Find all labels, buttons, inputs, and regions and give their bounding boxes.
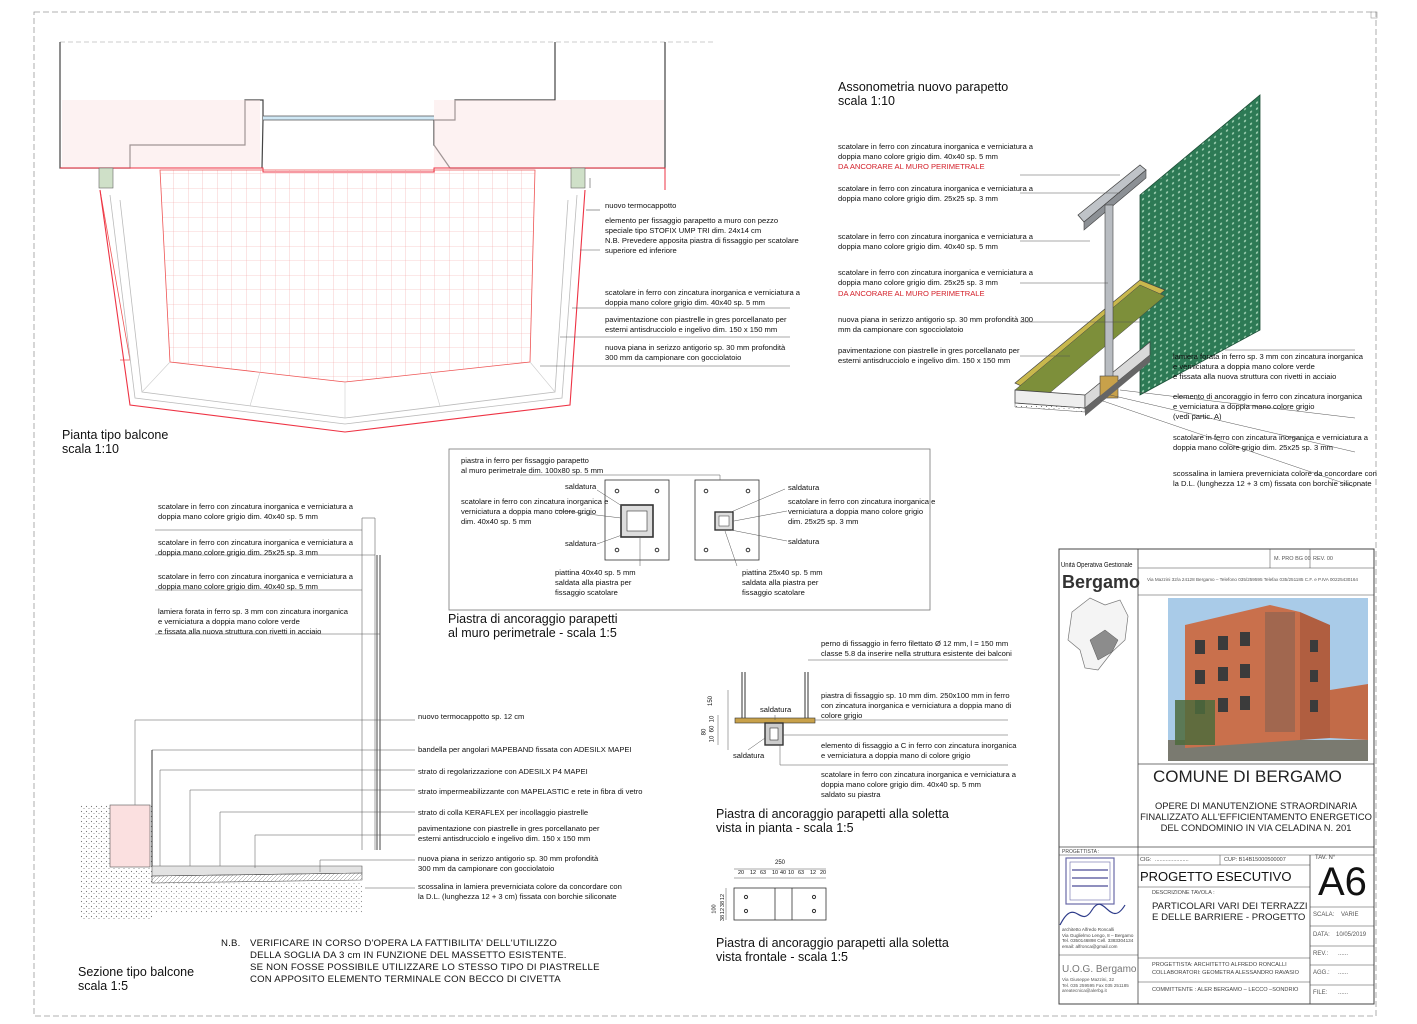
tb-progettista-label: PROGETTISTA : <box>1062 849 1100 855</box>
tb-file: ...... <box>1338 990 1349 996</box>
wall-plate-label-5: saldatura <box>788 483 820 492</box>
slab-dim-total: 250 <box>775 860 786 866</box>
tb-uog-address: Via Giuseppe Mazzini, 32 Tel. 035 259595 Fax 035 251185 areatecnica@alerbg.it <box>1062 977 1129 994</box>
tb-tav-label: TAV. N° <box>1315 855 1336 861</box>
slab-dim-fv-0: 100 <box>711 904 718 914</box>
tb-cig: CIG: <box>1140 857 1152 863</box>
slab-dim-fv-2: 38 <box>720 900 727 908</box>
axo-label-left-2: scatolare in ferro con zincatura inorganica e verniciatura a doppia mano colore grigio dim. 25x25 sp. 3 mm <box>838 184 1034 203</box>
section-label-bottom-6: nuova piana in serizzo antigorio sp. 30 mm profondità 300 mm da campionare con gocciolatoio <box>418 854 599 873</box>
section-label-top-1: scatolare in ferro con zincatura inorganica e verniciatura a doppia mano colore grigio dim. 25x25 sp. 3 mm <box>158 538 354 557</box>
tb-rev-code: REV. 00 <box>1313 556 1333 562</box>
slab-dim-v-2: 60 <box>709 725 716 733</box>
wall-plate-label-6: scatolare in ferro con zincatura inorganica e verniciatura a doppia mano colore grigio dim. 25x25 sp. 3 mm <box>788 497 936 526</box>
slab-label-2: elemento di fissaggio a C in ferro con zincatura inorganica e verniciatura a doppia mano di colore grigio <box>821 741 1017 760</box>
tb-committente: COMMITTENTE : ALER BERGAMO – LECCO –SONDRIO <box>1152 987 1299 993</box>
tb-unit-label: Unità Operativa Gestionale <box>1061 562 1133 569</box>
section-label-bottom-3: strato impermeabilizzante con MAPELASTIC e rete in fibra di vetro <box>418 787 643 796</box>
slab-label-0: perno di fissaggio in ferro filettato Ø 12 mm, l = 150 mm classe 5.8 da inserire nella struttura esistente dei balconi <box>821 639 1012 658</box>
plan-title: Pianta tipo balcone scala 1:10 <box>62 428 169 456</box>
tb-agg: ...... <box>1338 970 1349 976</box>
slab-dim-fv-4: 38 <box>720 914 727 922</box>
slab-weld-bottom: saldatura <box>733 751 765 760</box>
axo-label-right-3: scossalina in lamiera preverniciata colore da concordare con la D.L. (lunghezza 12 + 3 cm) fissata con borchie siliconate <box>1173 469 1377 488</box>
slab-dim-h-8: 20 <box>820 870 827 876</box>
axo-label-left-3: scatolare in ferro con zincatura inorganica e verniciatura a doppia mano colore grigio dim. 40x40 sp. 5 mm <box>838 232 1034 251</box>
axo-label-left-1: DA ANCORARE AL MURO PERIMETRALE <box>838 162 985 171</box>
tb-data-label: DATA: <box>1313 932 1330 938</box>
slab-label-1: piastra di fissaggio sp. 10 mm dim. 250x100 mm in ferro con zincatura inorganica e verniciatura a doppia mano di colore grigio <box>821 691 1012 720</box>
axo-label-right-0: lamiera forata in ferro sp. 3 mm con zincatura inorganica e verniciatura a doppia mano colore verde e fissata alla nuova struttura con rivetti in acciaio <box>1173 352 1363 381</box>
axo-label-left-0: scatolare in ferro con zincatura inorganica e verniciatura a doppia mano colore grigio dim. 40x40 sp. 5 mm <box>838 142 1034 161</box>
section-label-top-2: scatolare in ferro con zincatura inorganica e verniciatura a doppia mano colore grigio dim. 40x40 sp. 5 mm <box>158 572 354 591</box>
slab-dim-v-0: 150 <box>708 695 715 707</box>
plan-label-pavimentazione: pavimentazione con piastrelle in gres porcellanato per esterni antisdrucciolo e ingelivo dim. 150 x 150 mm <box>605 315 787 334</box>
tb-scala: VARIE <box>1341 912 1359 918</box>
axo-label-right-1: elemento di ancoraggio in ferro con zincatura inorganica e verniciatura a doppia mano colore grigio (vedi partic. A) <box>1173 392 1363 421</box>
slab-dim-h-1: 12 <box>750 870 757 876</box>
tb-credits: PROGETTISTA: ARCHITETTO ALFREDO RONCALLI COLLABORATORI: GEOMETRA ALESSANDRO RAVASIO <box>1152 962 1299 976</box>
building-photo <box>1168 598 1368 761</box>
section-label-bottom-4: strato di colla KERAFLEX per incollaggio piastrelle <box>418 808 589 817</box>
tb-tav: A6 <box>1318 860 1367 904</box>
tb-rev-label: REV.: <box>1313 951 1329 957</box>
axo-label-left-6: nuova piana in serizzo antigorio sp. 30 mm profondità 300 mm da campionare con sgocciolatoio <box>838 315 1034 334</box>
tb-project: OPERE DI MANUTENZIONE STRAORDINARIA FINALIZZATO ALL'EFFICIENTAMENTO ENERGETICO DEL CONDOMINIO IN VIA CELADINA N. 201 <box>1140 800 1372 833</box>
section-title: Sezione tipo balcone scala 1:5 <box>78 965 195 993</box>
slab-weld-top: saldatura <box>760 705 792 714</box>
slab-front-title: Piastra di ancoraggio parapetti alla soletta vista frontale - scala 1:5 <box>716 936 949 964</box>
section-label-top-3: lamiera forata in ferro sp. 3 mm con zincatura inorganica e verniciatura a doppia mano colore verde e fissata alla nuova struttura con rivetti in acciaio <box>158 607 348 636</box>
slab-dim-h-6: 63 <box>798 870 805 876</box>
section-label-bottom-0: nuovo termocappotto sp. 12 cm <box>418 712 525 721</box>
tb-data: 10/05/2019 <box>1336 932 1367 938</box>
slab-dim-v-4: 80 <box>701 728 708 736</box>
tb-file-label: FILE: <box>1313 990 1328 996</box>
tb-architect: architetto Alfredo Roncalli Via Guglielmo Lengo, 8 – Bergamo Tel. 0350146898 Cell. 3383304134 email: alfronca@gmail.com <box>1062 927 1134 949</box>
slab-dim-h-2: 63 <box>760 870 767 876</box>
tb-desc: PARTICOLARI VARI DEI TERRAZZI E DELLE BARRIERE - PROGETTO <box>1152 901 1308 923</box>
axo-label-left-5: DA ANCORARE AL MURO PERIMETRALE <box>838 289 985 298</box>
wall-plate-label-7: saldatura <box>788 537 820 546</box>
section-label-bottom-2: strato di regolarizzazione con ADESILX P4 MAPEI <box>418 767 588 776</box>
wall-plate-label-4: piattina 40x40 sp. 5 mm saldata alla piastra per fissaggio scatolare <box>555 568 636 597</box>
tb-uog: U.O.G. Bergamo <box>1062 964 1137 975</box>
wall-plate-label-0: piastra in ferro per fissaggio parapetto al muro perimetrale dim. 100x80 sp. 5 mm <box>461 456 604 475</box>
plan-label-scatolare: scatolare in ferro con zincatura inorganica e verniciatura a doppia mano colore grigio dim. 40x40 sp. 5 mm <box>605 288 801 307</box>
axo-title: Assonometria nuovo parapetto scala 1:10 <box>838 80 1009 108</box>
tb-address: Via Mazzini 32/a 24128 Bergamo – Telefono 035/259595 Telefax 035/251185 C.F. e P.IVA 00225430164 <box>1147 577 1358 582</box>
slab-label-3: scatolare in ferro con zincatura inorganica e verniciatura a doppia mano colore grigio dim. 40x40 sp. 5 mm saldato su piastra <box>821 770 1017 799</box>
note-label: N.B. <box>221 938 241 949</box>
slab-dim-h-0: 20 <box>738 870 745 876</box>
tb-city: Bergamo <box>1062 572 1141 592</box>
architect-stamp <box>1060 858 1125 925</box>
tb-agg-label: AGG.: <box>1313 970 1330 976</box>
tb-rev: ...... <box>1338 951 1349 957</box>
tb-scala-label: SCALA: <box>1313 912 1335 918</box>
axo-label-left-7: pavimentazione con piastrelle in gres porcellanato per esterni antisdrucciolo e ingelivo dim. 150 x 150 mm <box>838 346 1020 365</box>
slab-dim-fv-1: 12 <box>720 893 727 901</box>
slab-dim-v-3: 10 <box>709 735 716 743</box>
tb-cup: CUP: B14B15000500007 <box>1224 857 1286 863</box>
slab-dim-h-7: 12 <box>810 870 817 876</box>
wall-plate-label-3: saldatura <box>565 539 597 548</box>
tb-desc-label: DESCRIZIONE TAVOLA : <box>1152 890 1215 896</box>
tb-code: M. PRO BG 00 <box>1274 556 1311 562</box>
slab-dim-fv-3: 12 <box>720 907 727 915</box>
slab-dim-h-3: 10 <box>772 870 779 876</box>
tb-comune: COMUNE DI BERGAMO <box>1153 767 1342 786</box>
section-label-bottom-5: pavimentazione con piastrelle in gres porcellanato per esterni antisdrucciolo e ingelivo dim. 150 x 150 mm <box>418 824 600 843</box>
axo-label-right-2: scatolare in ferro con zincatura inorganica e verniciatura a doppia mano colore grigio dim. 25x25 sp. 3 mm <box>1173 433 1369 452</box>
slab-dim-h-4: 40 <box>780 870 787 876</box>
tb-fase: PROGETTO ESECUTIVO <box>1140 869 1292 884</box>
plan-label-stofix: elemento per fissaggio parapetto a muro con pezzo speciale tipo STOFIX UMP TRI dim. 24x14 cm N.B. Prevedere apposita piastra di fissaggio per scatolare superiore ed inferiore <box>605 216 799 255</box>
plan-label-piana: nuova piana in serizzo antigorio sp. 30 mm profondità 300 mm da campionare con gocciolatoio <box>605 343 786 362</box>
slab-dim-v-1: 10 <box>709 715 716 723</box>
wall-plate-label-2: scatolare in ferro con zincatura inorganica e verniciatura a doppia mano colore grigio dim. 40x40 sp. 5 mm <box>461 497 609 526</box>
axonometry-drawing <box>1015 95 1355 487</box>
tb-cig-value: ...................... <box>1155 857 1189 863</box>
region-map <box>1068 598 1128 670</box>
plan-label-termocappotto: nuovo termocappotto <box>605 201 677 210</box>
section-label-bottom-1: bandella per angolari MAPEBAND fissata con ADESILX MAPEI <box>418 745 632 754</box>
section-label-bottom-7: scossalina in lamiera preverniciata colore da concordare con la D.L. (lunghezza 12 + 3 cm) fissata con borchie siliconate <box>418 882 622 901</box>
axo-label-left-4: scatolare in ferro con zincatura inorganica e verniciatura a doppia mano colore grigio dim. 25x25 sp. 3 mm <box>838 268 1034 287</box>
wall-plate-title: Piastra di ancoraggio parapetti al muro perimetrale - scala 1:5 <box>448 612 618 640</box>
section-label-top-0: scatolare in ferro con zincatura inorganica e verniciatura a doppia mano colore grigio dim. 40x40 sp. 5 mm <box>158 502 354 521</box>
slab-plan-title: Piastra di ancoraggio parapetti alla soletta vista in pianta - scala 1:5 <box>716 807 949 835</box>
slab-dim-h-5: 10 <box>788 870 795 876</box>
wall-plate-label-1: saldatura <box>565 482 597 491</box>
wall-plate-label-8: piattina 25x40 sp. 5 mm saldata alla piastra per fissaggio scatolare <box>742 568 823 597</box>
note-text: VERIFICARE IN CORSO D'OPERA LA FATTIBILITA' DELL'UTILIZZO DELLA SOGLIA DA 3 cm IN FUNZIONE DEL MASSETTO ESISTENTE. SE NON FOSSE POSSIBILE UTILIZZARE LO STESSO TIPO DI PIASTRELLE CON APPOSITO ELEMENTO TERMINALE CON BECCO DI CIVETTA <box>250 938 600 985</box>
